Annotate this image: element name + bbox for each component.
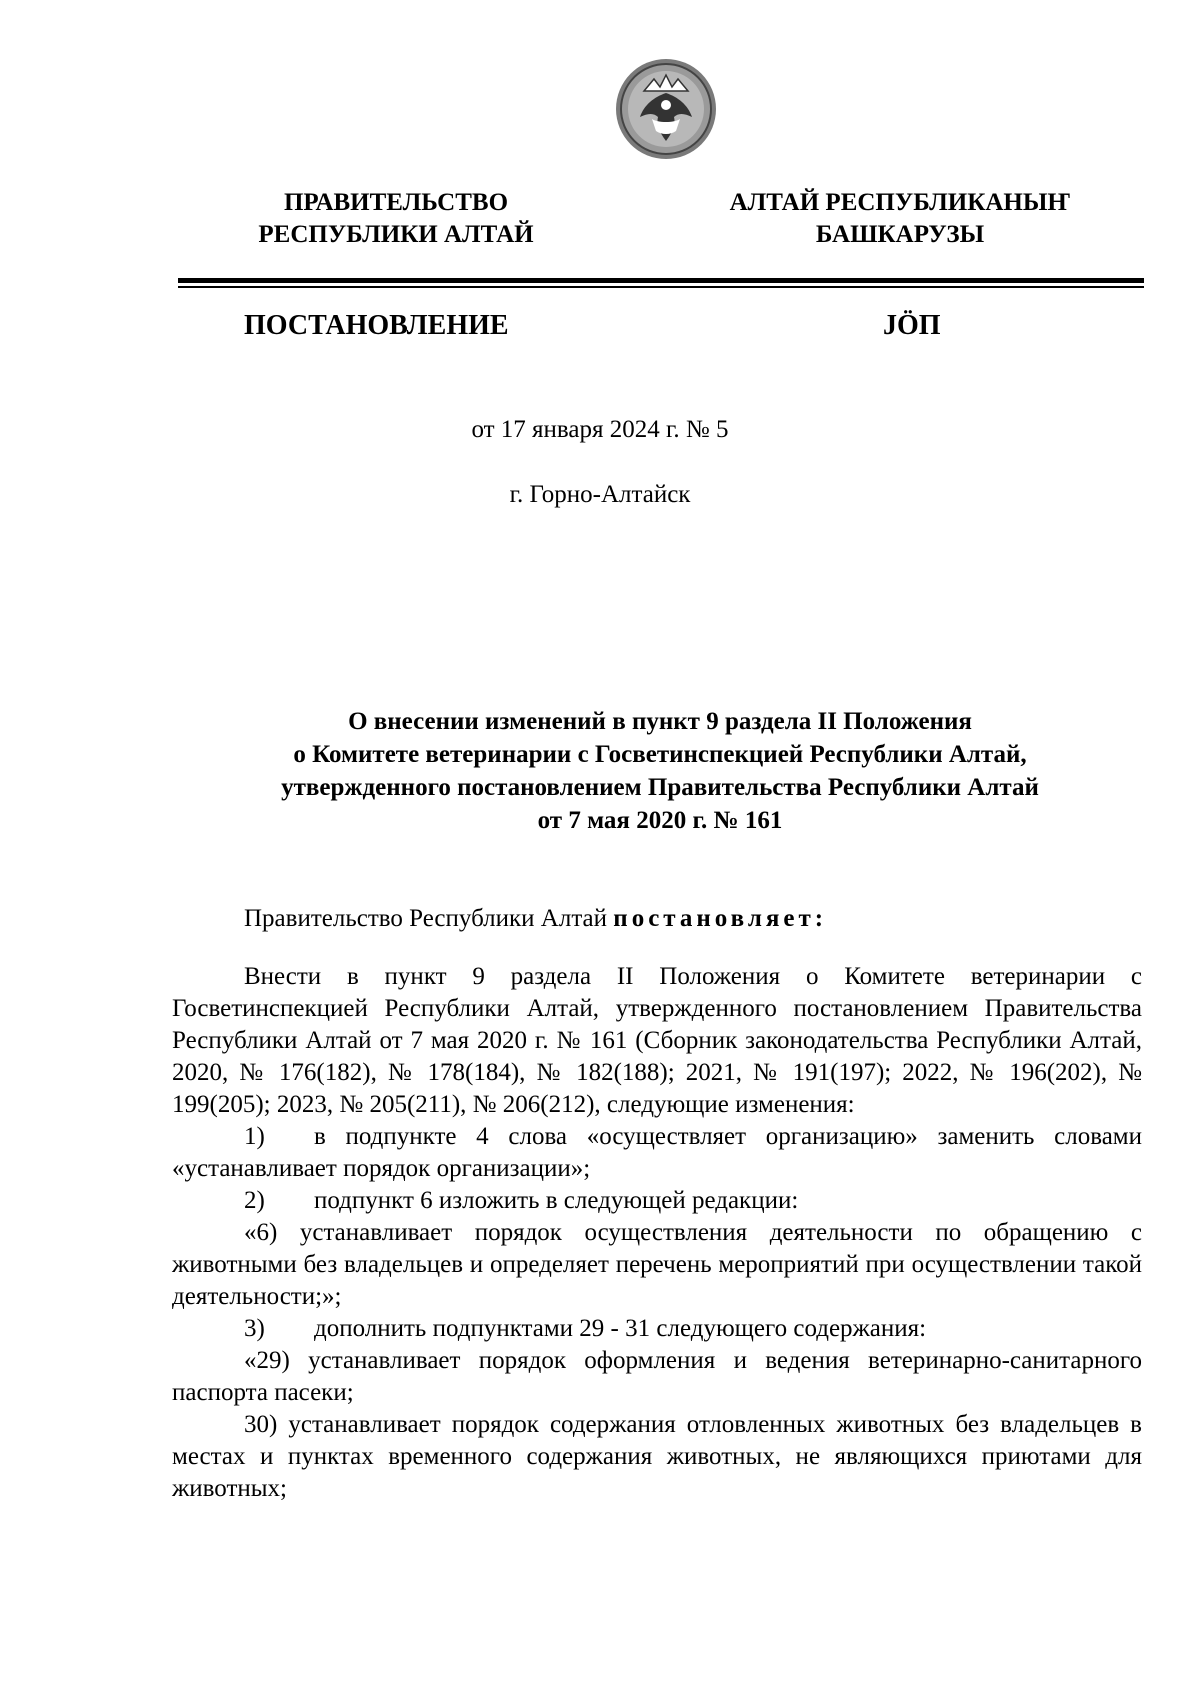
title-line-3: утвержденного постановлением Правительства Республики Алтай [281,774,1039,801]
list-item-1 [172,1121,1142,1185]
list-item-1-number: 1) [244,1123,265,1150]
header-right-line2: БАШКАРУЗЫ [815,221,985,248]
document-city: г. Горно-Алтайск [509,481,691,508]
header-left-line2: РЕСПУБЛИКИ АЛТАЙ [258,221,534,248]
header-divider-thin [178,286,1144,288]
header-left [196,187,596,251]
preamble [172,903,1142,935]
coat-of-arms-emblem [614,57,718,161]
header-divider-thick [178,278,1144,283]
preamble-text: Правительство Республики Алтай [244,905,614,932]
list-item-1-text: в подпункте 4 слова «осуществляет организацию» заменить словами «устанавливает порядок организации»; [172,1123,1142,1182]
document-date-number: от 17 января 2024 г. № 5 [471,416,729,443]
document-title [170,705,1150,837]
header-left-line1: ПРАВИТЕЛЬСТВО [283,189,509,216]
list-item-3-number: 3) [244,1315,265,1342]
list-item-3 [172,1313,1142,1345]
title-line-4: от 7 мая 2020 г. № 161 [537,807,783,834]
preamble-verb: постановляет: [613,905,828,932]
title-line-2: о Комитете ветеринарии с Госветинспекцией Республики Алтай, [293,741,1027,768]
document-body [172,903,1142,1505]
subitem-30: 30) устанавливает порядок содержания отловленных животных без владельцев в местах и пунктах временного содержания животных, не являющихся приютами для животных; [172,1411,1142,1502]
doc-type-russian: ПОСТАНОВЛЕНИЕ [244,310,509,341]
list-item-3-text: дополнить подпунктами 29 - 31 следующего содержания: [314,1315,927,1342]
intro-paragraph: Внести в пункт 9 раздела II Положения о Комитете ветеринарии с Госветинспекцией Республики Алтай, утвержденного постановлением Правительства Республики Алтай от 7 мая 2020 г. № 161 (Сборник законодательства Республики Алтай, 2020, № 176(182), № 178(184), № 182(188); 2021, № 191(197); 2022, № 196(202), № 199(205); 2023, № 205(211), № 206(212), следующие изменения: [172,963,1142,1118]
header-right [690,187,1110,251]
doc-type-altai: JÖП [883,310,941,341]
title-line-1: О внесении изменений в пункт 9 раздела II Положения [348,708,972,735]
list-item-2-quote: «6) устанавливает порядок осуществления деятельности по обращению с животными без владельцев и определяет перечень мероприятий при осуществлении такой деятельности;»; [172,1219,1142,1310]
subitem-29: «29) устанавливает порядок оформления и ведения ветеринарно-санитарного паспорта пасеки; [172,1347,1142,1406]
list-item-2-text: подпункт 6 изложить в следующей редакции: [314,1187,799,1214]
emblem-icon [614,57,718,161]
list-item-2 [172,1185,1142,1217]
header-right-line1: АЛТАЙ РЕСПУБЛИКАНЫҤ [729,189,1071,216]
list-item-2-number: 2) [244,1187,265,1214]
